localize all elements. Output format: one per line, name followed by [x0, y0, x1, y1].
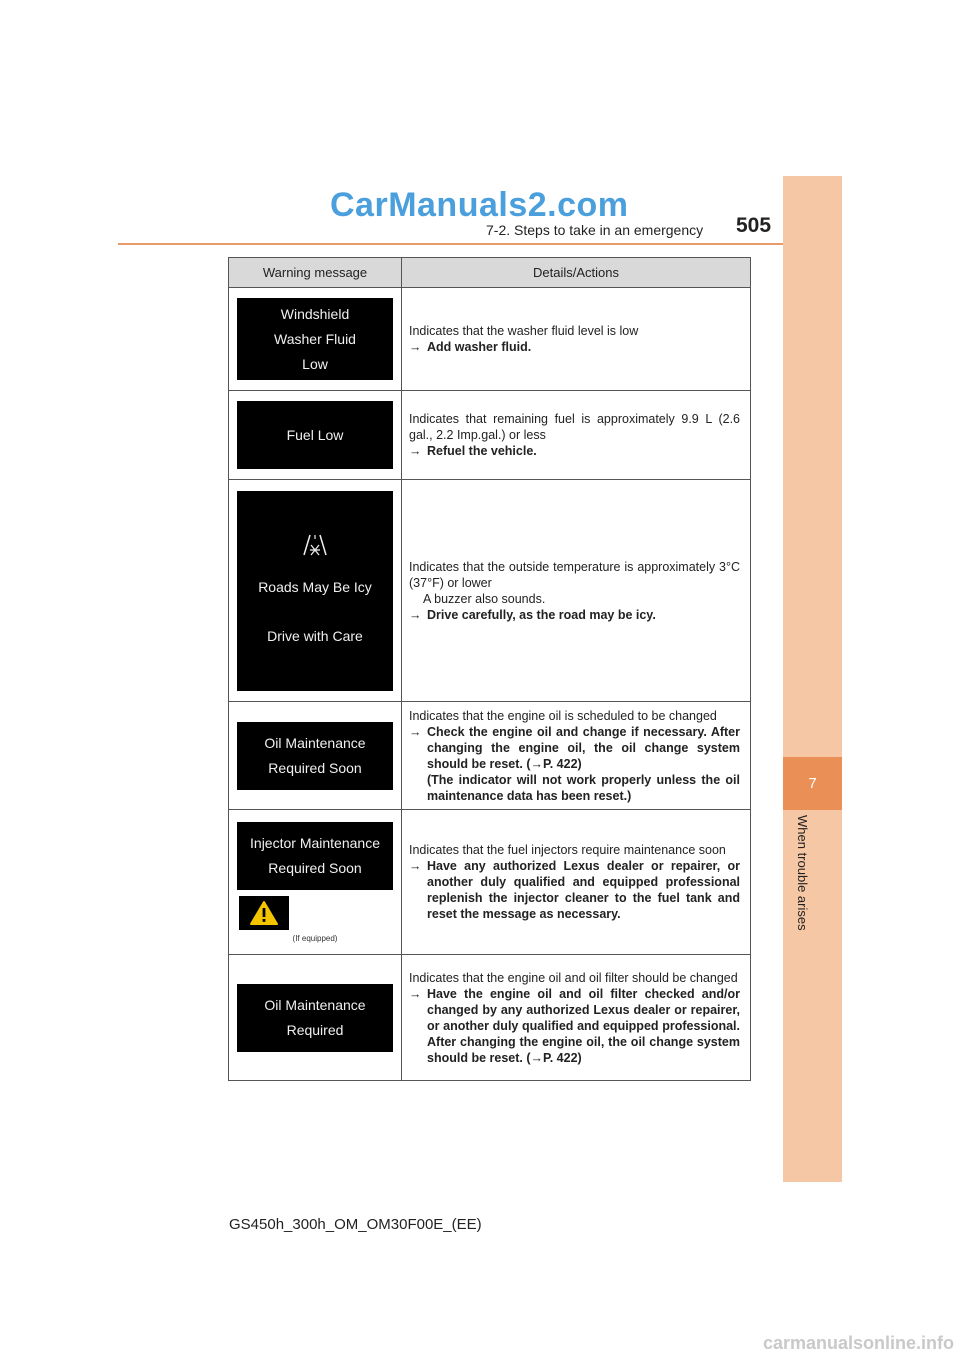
warning-message-cell: [229, 702, 402, 810]
chapter-side-tab: [783, 176, 842, 1182]
table-row: [229, 288, 751, 391]
arrow-icon: →: [409, 986, 422, 1001]
lcd-line: Roads May Be Icy: [258, 578, 372, 595]
action-text: Add washer fluid.: [427, 340, 532, 354]
header-rule: [118, 243, 783, 245]
detail-text: Indicates that the fuel injectors require maintenance soon: [409, 843, 726, 857]
watermark-logo: CarManuals2.com: [330, 186, 629, 224]
detail-text: Indicates that the washer fluid level is low: [409, 324, 639, 338]
chapter-number: 7: [783, 757, 842, 810]
arrow-icon: →: [409, 607, 422, 622]
warning-message-cell: [229, 391, 402, 480]
lcd-line: Windshield: [280, 305, 350, 322]
lcd-display: [237, 298, 393, 380]
details-cell: [402, 288, 751, 391]
lcd-line: Drive with Care: [267, 627, 363, 644]
action-line: [409, 443, 740, 459]
action-line: [409, 607, 740, 623]
detail-text: Indicates that the outside temperature is approximately 3°C (37°F) or lower: [409, 559, 740, 590]
warning-message-cell: [229, 955, 402, 1081]
warning-lamp: [239, 896, 289, 930]
details-cell: [402, 810, 751, 955]
table-row: [229, 391, 751, 480]
page-number: 505: [736, 214, 772, 237]
details-cell: [402, 955, 751, 1081]
action-text: Have any authorized Lexus dealer or repairer, or another duly qualified and equipped professional replenish the injector cleaner to the fuel tank and reset the message as necessary.: [427, 859, 740, 921]
lcd-line: Required Soon: [268, 759, 362, 776]
table-row: [229, 810, 751, 955]
lcd-display: [237, 491, 393, 691]
table-row: [229, 480, 751, 702]
warning-message-cell: [229, 480, 402, 702]
action-line: [409, 339, 740, 355]
arrow-icon: →: [409, 724, 422, 739]
lcd-display: [237, 984, 393, 1052]
lcd-display: [237, 722, 393, 790]
warning-triangle-icon: [250, 900, 278, 926]
lcd-line: Required: [286, 1021, 344, 1038]
road-ice-icon: [301, 533, 329, 557]
arrow-icon: →: [409, 444, 422, 458]
arrow-icon: →: [409, 340, 422, 354]
lcd-display: [237, 822, 393, 890]
details-cell: [402, 702, 751, 810]
detail-text: A buzzer also sounds.: [423, 591, 546, 606]
lcd-line: Oil Maintenance: [264, 734, 366, 751]
table-row: [229, 702, 751, 810]
action-text: Refuel the vehicle.: [427, 444, 537, 458]
if-equipped-note: (If equipped): [292, 933, 338, 943]
action-line: [409, 986, 740, 1066]
lcd-display: [237, 401, 393, 469]
action-line: [409, 858, 740, 922]
warning-message-cell: [229, 810, 402, 955]
watermark-site: carmanualsonline.info: [762, 1333, 954, 1353]
detail-text: Indicates that the engine oil is scheduled to be changed: [409, 708, 717, 723]
document-code: GS450h_300h_OM_OM30F00E_(EE): [229, 1216, 482, 1233]
details-cell: [402, 391, 751, 480]
arrow-icon: →: [409, 859, 422, 873]
lcd-line: Injector Maintenance: [250, 834, 380, 851]
lcd-line: Required Soon: [268, 859, 362, 876]
table-row: [229, 955, 751, 1081]
table-header-row: [229, 258, 751, 288]
action-note: (The indicator will not work properly unless the oil maintenance data has been reset.): [427, 772, 740, 803]
column-header-warning: Warning message: [229, 258, 402, 288]
lcd-line: Fuel Low: [286, 426, 344, 443]
section-title: 7-2. Steps to take in an emergency: [486, 222, 704, 238]
warning-message-cell: [229, 288, 402, 391]
warning-message-table: [228, 257, 751, 1081]
column-header-details: Details/Actions: [402, 258, 751, 288]
action-line: [409, 724, 740, 772]
lcd-line: Washer Fluid: [274, 330, 356, 347]
detail-text: Indicates that the engine oil and oil filter should be changed: [409, 970, 738, 985]
action-text: Check the engine oil and change if necessary. After changing the engine oil, the oil change system should be reset. (→P. 422): [427, 724, 740, 771]
details-cell: [402, 480, 751, 702]
chapter-label: When trouble arises: [795, 815, 810, 931]
lcd-line: Low: [302, 355, 328, 372]
detail-text: Indicates that remaining fuel is approximately 9.9 L (2.6 gal., 2.2 Imp.gal.) or less: [409, 412, 740, 442]
action-text: Drive carefully, as the road may be icy.: [427, 607, 656, 622]
action-text: Have the engine oil and oil filter checked and/or changed by any authorized Lexus dealer or repairer, or another duly qualified and equipped professional. After changing the engine oil, the oil change system should be reset. (→P. 422): [427, 986, 740, 1065]
lcd-line: Oil Maintenance: [264, 996, 366, 1013]
